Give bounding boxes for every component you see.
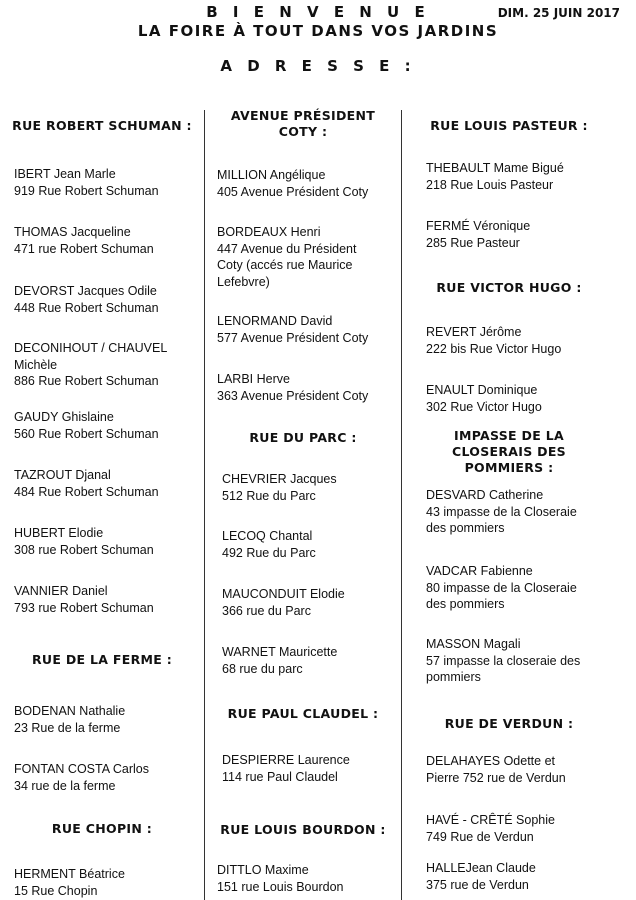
resident-entry: HERMENT Béatrice 15 Rue Chopin (14, 867, 125, 898)
resident-entry: DECONIHOUT / CHAUVEL Michèle 886 Rue Robert Schuman (14, 341, 168, 388)
address-heading: A D R E S S E : (220, 57, 416, 75)
resident-entry: GAUDY Ghislaine 560 Rue Robert Schuman (14, 410, 159, 441)
street-heading-verdun: RUE DE VERDUN : (444, 716, 574, 731)
street-heading-parc: RUE DU PARC : (249, 430, 357, 445)
street-heading-louis-pasteur: RUE LOUIS PASTEUR : (430, 118, 588, 133)
street-heading-robert-schuman: RUE ROBERT SCHUMAN : (12, 118, 192, 133)
street-heading-louis-bourdon: RUE LOUIS BOURDON : (220, 822, 386, 837)
resident-entry: VANNIER Daniel 793 rue Robert Schuman (14, 584, 154, 615)
resident-entry: HAVÉ - CRÊTÉ Sophie 749 Rue de Verdun (426, 813, 555, 844)
street-heading-closerais-pommiers: IMPASSE DE LA CLOSERAIS DES POMMIERS : (452, 428, 566, 475)
resident-entry: MAUCONDUIT Elodie 366 rue du Parc (222, 587, 345, 618)
resident-entry: LENORMAND David 577 Avenue Président Coty (217, 314, 369, 345)
resident-entry: REVERT Jérôme 222 bis Rue Victor Hugo (426, 325, 562, 356)
street-heading-chopin: RUE CHOPIN : (51, 821, 153, 836)
column-divider (204, 110, 205, 900)
resident-entry: MASSON Magali 57 impasse la closeraie des pommiers (426, 637, 581, 684)
resident-entry: HALLEJean Claude 375 rue de Verdun (426, 861, 536, 892)
resident-entry: HUBERT Elodie 308 rue Robert Schuman (14, 526, 154, 557)
resident-entry: CHEVRIER Jacques 512 Rue du Parc (222, 472, 337, 503)
resident-entry: DEVORST Jacques Odile 448 Rue Robert Schuman (14, 284, 159, 315)
resident-entry: THOMAS Jacqueline 471 rue Robert Schuman (14, 225, 154, 256)
welcome-title: B I E N V E N U E (206, 3, 430, 21)
street-heading-president-coty: AVENUE PRÉSIDENT COTY : (230, 108, 376, 139)
resident-entry: TAZROUT Djanal 484 Rue Robert Schuman (14, 468, 159, 499)
resident-entry: IBERT Jean Marle 919 Rue Robert Schuman (14, 167, 159, 198)
resident-entry: VADCAR Fabienne 80 impasse de la Closeraie des pommiers (426, 564, 577, 611)
street-heading-ferme: RUE DE LA FERME : (31, 652, 173, 667)
resident-entry: THEBAULT Mame Bigué 218 Rue Louis Pasteur (426, 161, 564, 192)
fair-title: LA FOIRE À TOUT DANS VOS JARDINS (137, 22, 499, 40)
resident-entry: BORDEAUX Henri 447 Avenue du Président Coty (accés rue Maurice Lefebvre) (217, 225, 357, 289)
resident-entry: BODENAN Nathalie 23 Rue de la ferme (14, 704, 126, 735)
resident-entry: MILLION Angélique 405 Avenue Président Coty (217, 168, 369, 199)
resident-entry: FONTAN COSTA Carlos 34 rue de la ferme (14, 762, 149, 793)
resident-entry: FERMÉ Véronique 285 Rue Pasteur (426, 219, 531, 250)
street-heading-victor-hugo: RUE VICTOR HUGO : (436, 280, 582, 295)
resident-entry: LECOQ Chantal 492 Rue du Parc (222, 529, 316, 560)
resident-entry: WARNET Mauricette 68 rue du parc (222, 645, 338, 676)
street-heading-paul-claudel: RUE PAUL CLAUDEL : (227, 706, 379, 721)
resident-entry: DESPIERRE Laurence 114 rue Paul Claudel (222, 753, 350, 784)
event-date: DIM. 25 JUIN 2017 (497, 6, 620, 20)
resident-entry: LARBI Herve 363 Avenue Président Coty (217, 372, 369, 403)
resident-entry: DITTLO Maxime 151 rue Louis Bourdon (217, 863, 344, 894)
resident-entry: ENAULT Dominique 302 Rue Victor Hugo (426, 383, 542, 414)
resident-entry: DELAHAYES Odette et Pierre 752 rue de Verdun (426, 754, 566, 785)
column-divider (401, 110, 402, 900)
resident-entry: DESVARD Catherine 43 impasse de la Closeraie des pommiers (426, 488, 577, 535)
